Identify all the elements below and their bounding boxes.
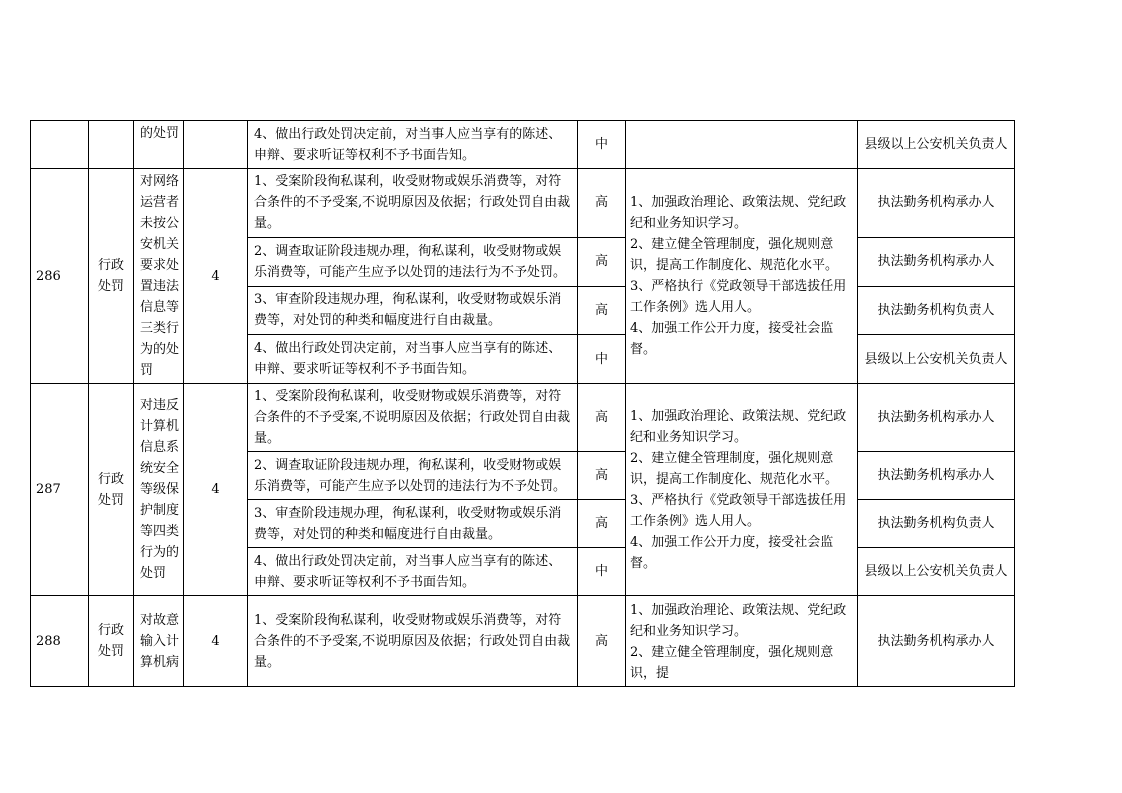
risk-description: 4、做出行政处罚决定前，对当事人应当享有的陈述、申辩、要求听证等权利不予书面告知。	[248, 335, 578, 384]
risk-description: 2、调查取证阶段违规办理，徇私谋利，收受财物或娱乐消费等，可能产生应予以处罚的违法行为不予处罚。	[248, 237, 578, 286]
risk-level: 高	[578, 169, 626, 238]
prevention-measures	[626, 121, 858, 169]
row-category: 行政处罚	[89, 596, 134, 687]
responsible-party: 执法勤务机构承办人	[858, 384, 1015, 452]
responsible-party: 县级以上公安机关负责人	[858, 548, 1015, 596]
row-item-name: 的处罚	[134, 121, 184, 169]
table-row	[31, 384, 1015, 452]
measure-item: 2、建立健全管理制度，强化规则意识，提高工作制度化、规范化水平。	[630, 450, 839, 487]
row-number: 286	[31, 169, 89, 384]
table-row	[31, 169, 1015, 238]
row-category: 行政处罚	[89, 384, 134, 596]
responsible-party: 县级以上公安机关负责人	[858, 121, 1015, 169]
measure-item: 3、严格执行《党政领导干部选拔任用工作条例》选人用人。	[630, 492, 847, 529]
measure-item: 1、加强政治理论、政策法规、党纪政纪和业务知识学习。	[630, 408, 847, 445]
risk-level: 高	[578, 384, 626, 452]
risk-description: 3、审查阶段违规办理，徇私谋利，收受财物或娱乐消费等，对处罚的种类和幅度进行自由裁量。	[248, 286, 578, 335]
risk-level: 高	[578, 596, 626, 687]
prevention-measures	[626, 596, 858, 687]
measure-item: 2、建立健全管理制度，强化规则意识，提高工作制度化、规范化水平。	[630, 237, 839, 273]
row-item-name: 对违反计算机信息系统安全等级保护制度等四类行为的处罚	[134, 384, 184, 596]
risk-level: 高	[578, 237, 626, 286]
risk-description: 4、做出行政处罚决定前，对当事人应当享有的陈述、申辩、要求听证等权利不予书面告知。	[248, 548, 578, 596]
responsible-party: 执法勤务机构承办人	[858, 169, 1015, 238]
row-number: 287	[31, 384, 89, 596]
risk-level: 高	[578, 286, 626, 335]
risk-level: 中	[578, 335, 626, 384]
row-item-name: 对网络运营者未按公安机关要求处置违法信息等三类行为的处罚	[134, 169, 184, 384]
risk-description: 2、调查取证阶段违规办理，徇私谋利，收受财物或娱乐消费等，可能产生应予以处罚的违法行为不予处罚。	[248, 452, 578, 500]
risk-level: 中	[578, 121, 626, 169]
measure-item: 1、加强政治理论、政策法规、党纪政纪和业务知识学习。	[630, 195, 847, 231]
risk-description: 1、受案阶段徇私谋利，收受财物或娱乐消费等，对符合条件的不予受案,不说明原因及依据；行政处罚自由裁量。	[248, 169, 578, 238]
responsible-party: 执法勤务机构承办人	[858, 596, 1015, 687]
measure-item: 1、加强政治理论、政策法规、党纪政纪和业务知识学习。	[630, 603, 847, 639]
prevention-measures	[626, 384, 858, 596]
measure-item: 2、建立健全管理制度，强化规则意识，提	[630, 645, 834, 681]
risk-description: 3、审查阶段违规办理，徇私谋利，收受财物或娱乐消费等，对处罚的种类和幅度进行自由裁量。	[248, 500, 578, 548]
responsible-party: 执法勤务机构负责人	[858, 286, 1015, 335]
row-category	[89, 121, 134, 169]
table-row	[31, 121, 1015, 169]
risk-table	[30, 120, 1015, 687]
prevention-measures	[626, 169, 858, 384]
responsible-party: 县级以上公安机关负责人	[858, 335, 1015, 384]
row-points	[184, 121, 248, 169]
measure-item: 3、严格执行《党政领导干部选拔任用工作条例》选人用人。	[630, 279, 847, 315]
row-item-name: 对故意输入计算机病	[134, 596, 184, 687]
risk-description: 4、做出行政处罚决定前，对当事人应当享有的陈述、申辩、要求听证等权利不予书面告知。	[248, 121, 578, 169]
row-number	[31, 121, 89, 169]
row-points: 4	[184, 169, 248, 384]
row-category: 行政处罚	[89, 169, 134, 384]
responsible-party: 执法勤务机构负责人	[858, 500, 1015, 548]
row-points: 4	[184, 596, 248, 687]
measure-item: 4、加强工作公开力度，接受社会监督。	[630, 321, 834, 357]
responsible-party: 执法勤务机构承办人	[858, 452, 1015, 500]
row-points: 4	[184, 384, 248, 596]
risk-level: 高	[578, 452, 626, 500]
risk-description: 1、受案阶段徇私谋利，收受财物或娱乐消费等，对符合条件的不予受案,不说明原因及依据；行政处罚自由裁量。	[248, 384, 578, 452]
risk-description: 1、受案阶段徇私谋利，收受财物或娱乐消费等，对符合条件的不予受案,不说明原因及依据；行政处罚自由裁量。	[248, 596, 578, 687]
table-row	[31, 596, 1015, 687]
risk-level: 高	[578, 500, 626, 548]
responsible-party: 执法勤务机构承办人	[858, 237, 1015, 286]
measure-item: 4、加强工作公开力度，接受社会监督。	[630, 534, 834, 571]
risk-level: 中	[578, 548, 626, 596]
row-number: 288	[31, 596, 89, 687]
